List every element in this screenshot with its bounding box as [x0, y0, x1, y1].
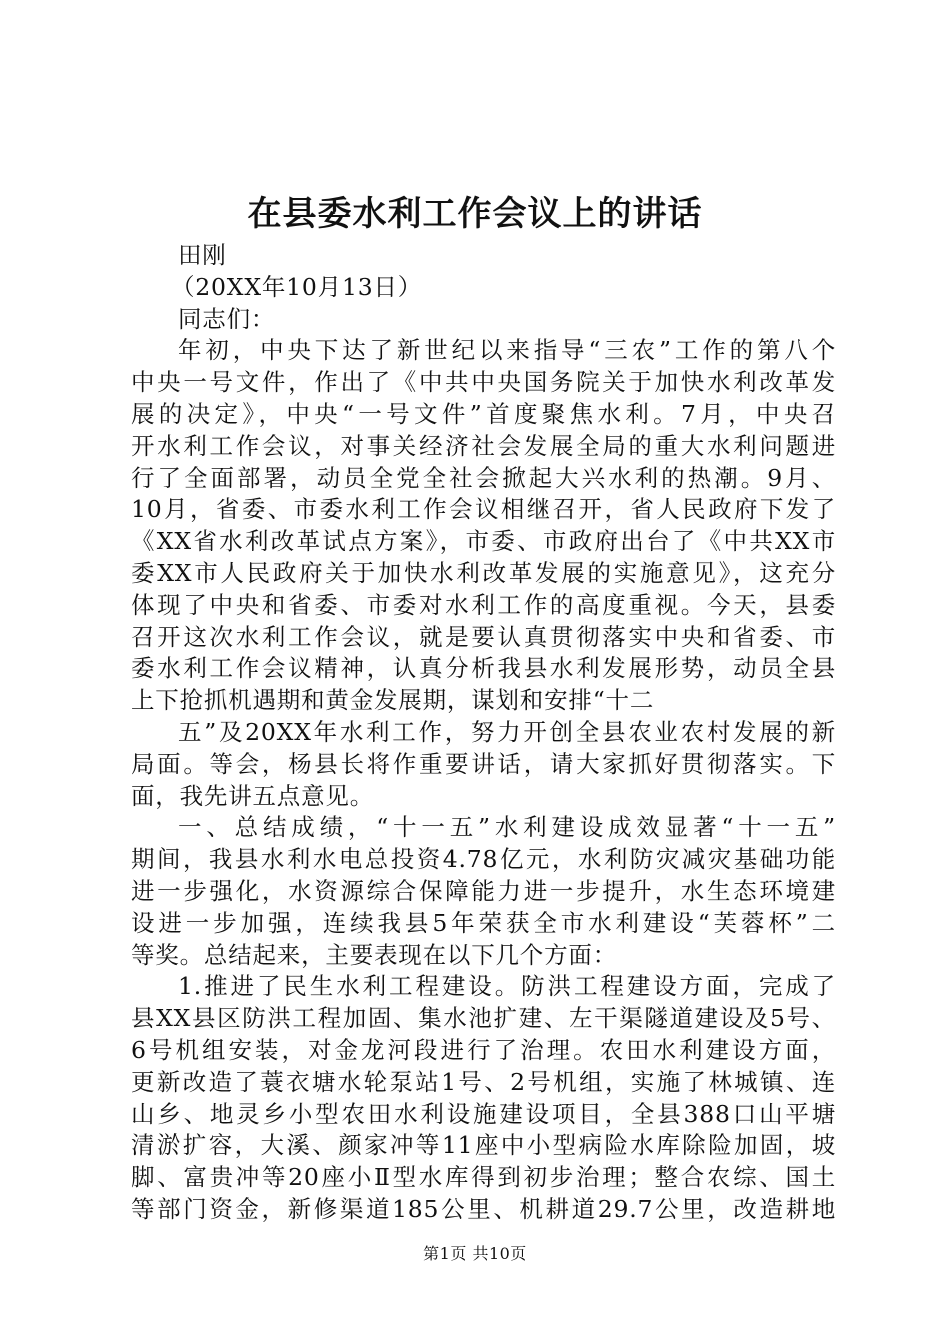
text-line: 开水利工作会议，对事关经济社会发展全局的重大水利问题进	[131, 431, 836, 460]
page-number-footer: 第1页 共10页	[423, 1244, 527, 1263]
author-line: 田刚	[178, 241, 227, 269]
text-line: 中央一号文件，作出了《中共中央国务院关于加快水利改革发	[131, 368, 836, 397]
salutation-line: 同志们：	[178, 304, 276, 333]
text-line: 更新改造了蓑衣塘水轮泵站1号、2号机组，实施了林城镇、连	[131, 1067, 836, 1096]
text-line: 期间，我县水利水电总投资4.78亿元，水利防灾减灾基础功能	[131, 845, 836, 874]
text-line: 体现了中央和省委、市委对水利工作的高度重视。今天，县委	[131, 590, 836, 619]
date-line: （20XX年10月13日）	[171, 272, 423, 301]
text-line: 行了全面部署，动员全党全社会掀起大兴水利的热潮。9月、	[131, 463, 836, 492]
text-line: 局面。等会，杨县长将作重要讲话，请大家抓好贯彻落实。下	[131, 749, 836, 778]
text-line: 上下抢抓机遇期和黄金发展期，谋划和安排“十二	[131, 686, 655, 715]
section-heading-line: 一、总结成绩，“十一五”水利建设成效显著“十一五”	[178, 813, 836, 842]
text-line: 委水利工作会议精神，认真分析我县水利发展形势，动员全县	[131, 654, 836, 683]
text-line: 清淤扩容，大溪、颜家冲等11座中小型病险水库除险加固，坡	[131, 1131, 836, 1160]
text-line: 面，我先讲五点意见。	[131, 781, 374, 810]
text-line: 五”及20XX年水利工作，努力开创全县农业农村发展的新	[178, 717, 836, 746]
text-line: 《XX省水利改革试点方案》，市委、市政府出台了《中共XX市	[131, 527, 836, 556]
text-line: 设进一步加强，连续我县5年荣获全市水利建设“芙蓉杯”二	[131, 908, 836, 937]
text-line: 等奖。总结起来，主要表现在以下几个方面：	[131, 940, 617, 969]
text-line: 1.推进了民生水利工程建设。防洪工程建设方面，完成了	[178, 972, 836, 1001]
text-line: 等部门资金，新修渠道185公里、机耕道29.7公里，改造耕地	[131, 1194, 836, 1223]
text-line: 脚、富贵冲等20座小Ⅱ型水库得到初步治理；整合农综、国土	[131, 1163, 836, 1192]
text-line: 6号机组安装，对金龙河段进行了治理。农田水利建设方面，	[131, 1035, 836, 1064]
text-line: 召开这次水利工作会议，就是要认真贯彻落实中央和省委、市	[131, 622, 836, 651]
text-line: 县XX县区防洪工程加固、集水池扩建、左干渠隧道建设及5号、	[131, 1004, 836, 1033]
document-body	[131, 240, 836, 1226]
text-line: 展的决定》，中央“一号文件”首度聚焦水利。7月，中央召	[131, 399, 836, 428]
text-line: 10月，省委、市委水利工作会议相继召开，省人民政府下发了	[131, 495, 836, 524]
text-line: 进一步强化，水资源综合保障能力进一步提升，水生态环境建	[131, 876, 836, 905]
text-line: 山乡、地灵乡小型农田水利设施建设项目，全县388口山平塘	[131, 1099, 836, 1128]
text-line: 委XX市人民政府关于加快水利改革发展的实施意见》，这充分	[131, 558, 836, 587]
text-line: 年初，中央下达了新世纪以来指导“三农”工作的第八个	[178, 336, 836, 365]
document-title: 在县委水利工作会议上的讲话	[247, 194, 703, 234]
